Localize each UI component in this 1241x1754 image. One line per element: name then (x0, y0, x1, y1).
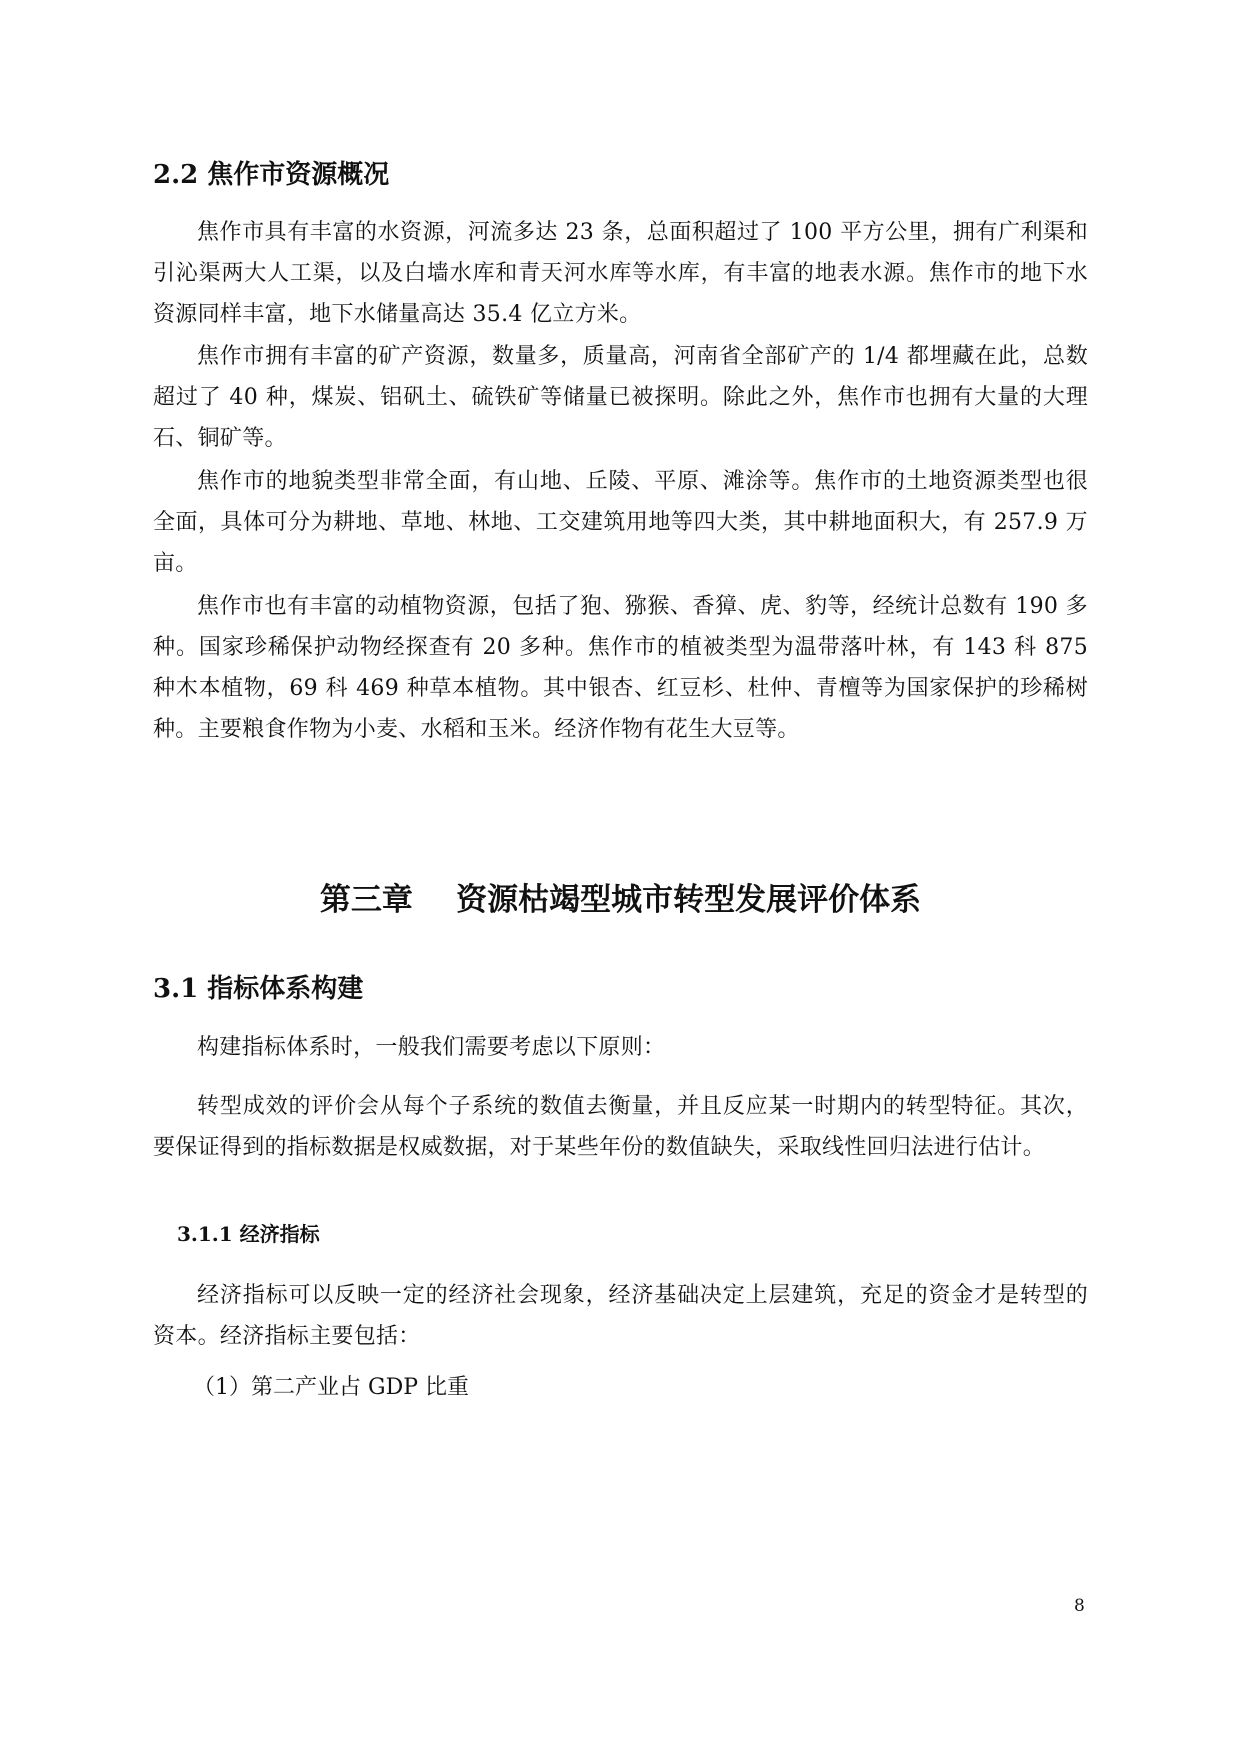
subsection-heading-3-1-1: 3.1.1 经济指标 (177, 1222, 320, 1246)
paragraph-biological-resources: 焦作市也有丰富的动植物资源，包括了狍、猕猴、香獐、虎、豹等，经统计总数有 190 多种。国家珍稀保护动物经探查有 20 多种。焦作市的植被类型为温带落叶林，有 143 科 875 种木本植物，69 科 469 种草本植物。其中银杏、红豆杉、杜仲、青檀等为国家保护的珍稀树种。主要粮食作物为小麦、水稻和玉米。经济作物有花生大豆等。 (153, 594, 1088, 742)
paragraph-water-resources: 焦作市具有丰富的水资源，河流多达 23 条，总面积超过了 100 平方公里，拥有广利渠和引沁渠两大人工渠，以及白墙水库和青天河水库等水库，有丰富的地表水源。焦作市的地下水资源同样丰富，地下水储量高达 35.4 亿立方米。 (153, 220, 1088, 327)
page-number: 8 (1074, 1596, 1085, 1616)
paragraph-evaluation-principles: 转型成效的评价会从每个子系统的数值去衡量，并且反应某一时期内的转型特征。其次，要保证得到的指标数据是权威数据，对于某些年份的数值缺失，采取线性回归法进行估计。 (153, 1094, 1088, 1160)
section-heading-3-1: 3.1 指标体系构建 (153, 974, 364, 1004)
paragraph-land-resources: 焦作市的地貌类型非常全面，有山地、丘陵、平原、滩涂等。焦作市的土地资源类型也很全面，具体可分为耕地、草地、林地、工交建筑用地等四大类，其中耕地面积大，有 257.9 万亩。 (153, 469, 1088, 576)
list-item-indicator-1: （1）第二产业占 GDP 比重 (193, 1375, 469, 1400)
paragraph-mineral-resources: 焦作市拥有丰富的矿产资源，数量多，质量高，河南省全部矿产的 1/4 都埋藏在此，总数超过了 40 种，煤炭、铝矾土、硫铁矿等储量已被探明。除此之外，焦作市也拥有大量的大理石、铜矿等。 (153, 344, 1088, 451)
chapter-title: 第三章 资源枯竭型城市转型发展评价体系 (319, 882, 922, 918)
section-heading-2-2: 2.2 焦作市资源概况 (153, 160, 390, 190)
paragraph-economic-indicators: 经济指标可以反映一定的经济社会现象，经济基础决定上层建筑，充足的资金才是转型的资本。经济指标主要包括： (153, 1283, 1088, 1349)
paragraph-principles-intro: 构建指标体系时，一般我们需要考虑以下原则： (197, 1035, 666, 1060)
